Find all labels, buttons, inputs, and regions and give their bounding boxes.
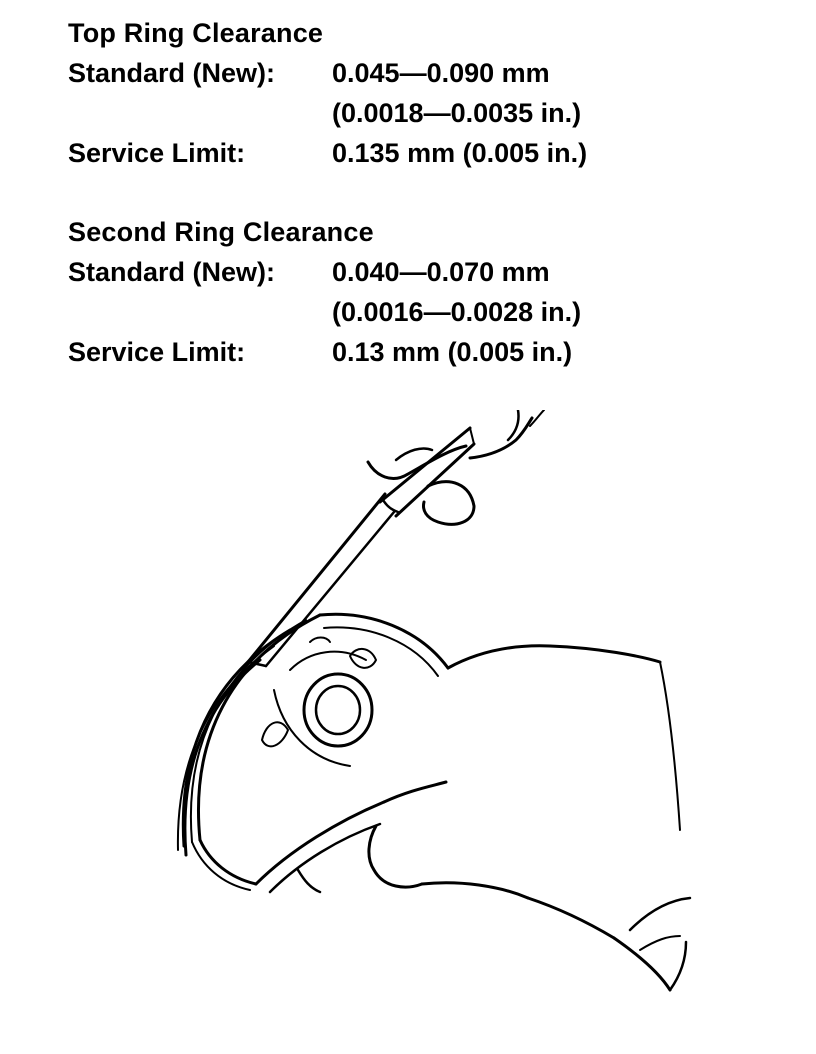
top-ring-standard-label: Standard (New):	[68, 58, 276, 88]
second-ring-title: Second Ring Clearance	[68, 217, 374, 247]
second-ring-service-label: Service Limit:	[68, 337, 246, 367]
top-ring-standard-in: (0.0018—0.0035 in.)	[332, 98, 582, 128]
second-ring-clearance-spec	[68, 217, 728, 377]
upper-hand	[368, 410, 544, 524]
top-ring-standard-mm: 0.045—0.090 mm	[332, 58, 550, 88]
piston-ring-clearance-illustration	[170, 410, 730, 1000]
second-ring-standard-mm: 0.040—0.070 mm	[332, 257, 550, 287]
lower-hand	[256, 646, 690, 990]
second-ring-standard-label: Standard (New):	[68, 257, 276, 287]
second-ring-standard-in: (0.0016—0.0028 in.)	[332, 297, 582, 327]
top-ring-title: Top Ring Clearance	[68, 18, 324, 48]
top-ring-service-value: 0.135 mm (0.005 in.)	[332, 138, 588, 168]
second-ring-service-value: 0.13 mm (0.005 in.)	[332, 337, 573, 367]
piston-feeler-gauge-drawing	[170, 410, 730, 1000]
top-ring-clearance-spec	[68, 18, 728, 178]
top-ring-service-label: Service Limit:	[68, 138, 246, 168]
